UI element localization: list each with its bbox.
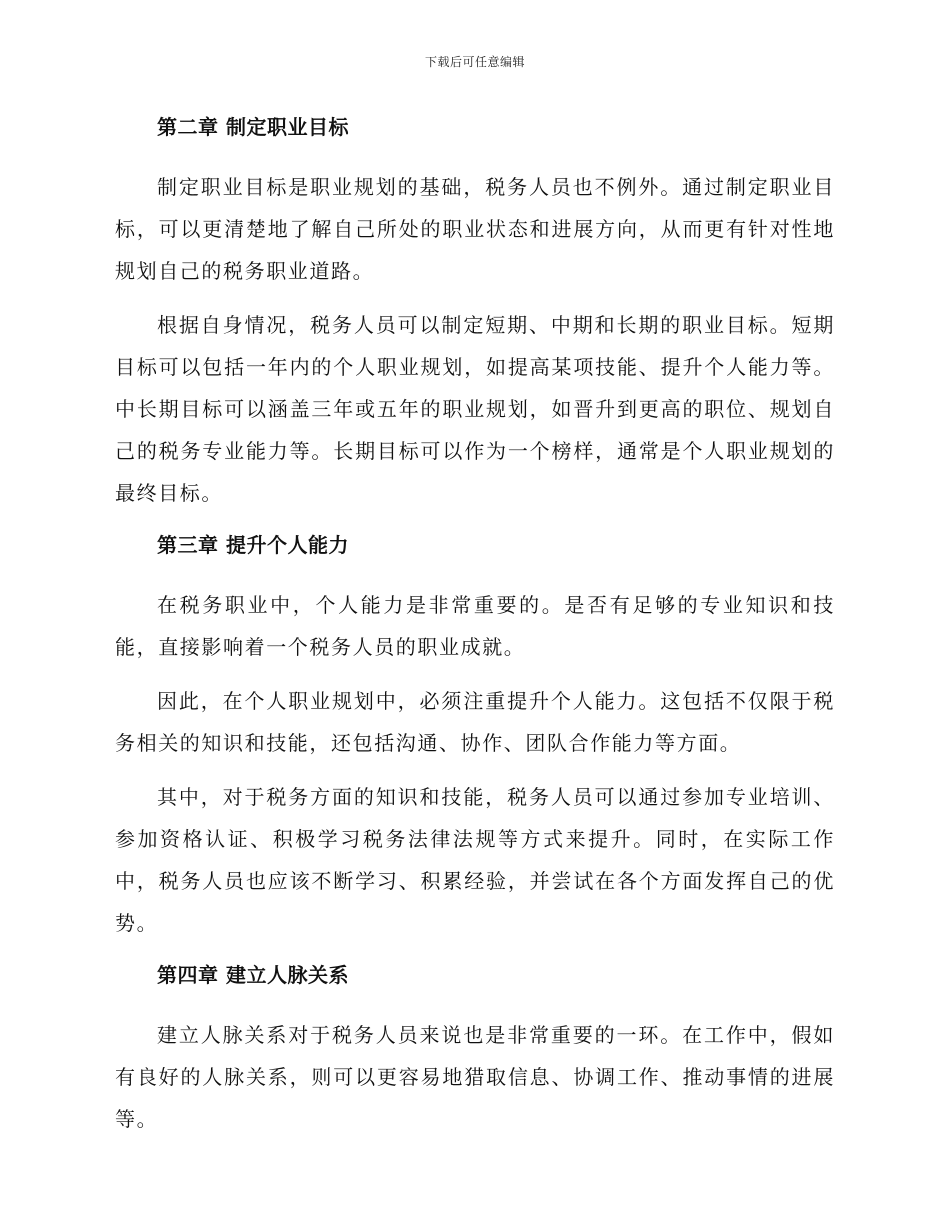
chapter-4 — [115, 956, 835, 1140]
paragraph: 在税务职业中，个人能力是非常重要的。是否有足够的专业知识和技能，直接影响着一个税务人员的职业成就。 — [115, 593, 835, 659]
chapter-2 — [115, 108, 835, 514]
page-header: 下载后可任意编辑 — [424, 55, 525, 69]
chapter-title: 第四章 建立人脉关系 — [157, 963, 349, 987]
paragraph: 建立人脉关系对于税务人员来说也是非常重要的一环。在工作中，假如有良好的人脉关系，则可以更容易地猎取信息、协调工作、推动事情的进展等。 — [115, 1023, 835, 1131]
paragraph: 根据自身情况，税务人员可以制定短期、中期和长期的职业目标。短期目标可以包括一年内的个人职业规划，如提高某项技能、提升个人能力等。中长期目标可以涵盖三年或五年的职业规划，如晋升到更高的职位、规划自己的税务专业能力等。长期目标可以作为一个榜样，通常是个人职业规划的最终目标。 — [115, 313, 835, 505]
chapter-title: 第三章 提升个人能力 — [157, 533, 349, 557]
paragraph: 因此，在个人职业规划中，必须注重提升个人能力。这包括不仅限于税务相关的知识和技能，还包括沟通、协作、团队合作能力等方面。 — [115, 689, 835, 755]
chapter-3 — [115, 526, 835, 944]
paragraph: 其中，对于税务方面的知识和技能，税务人员可以通过参加专业培训、参加资格认证、积极学习税务法律法规等方式来提升。同时，在实际工作中，税务人员也应该不断学习、积累经验，并尝试在各个方面发挥自己的优势。 — [115, 785, 835, 935]
document-body — [115, 108, 835, 1152]
chapter-title: 第二章 制定职业目标 — [157, 115, 349, 139]
paragraph: 制定职业目标是职业规划的基础，税务人员也不例外。通过制定职业目标，可以更清楚地了解自己所处的职业状态和进展方向，从而更有针对性地规划自己的税务职业道路。 — [115, 175, 835, 283]
